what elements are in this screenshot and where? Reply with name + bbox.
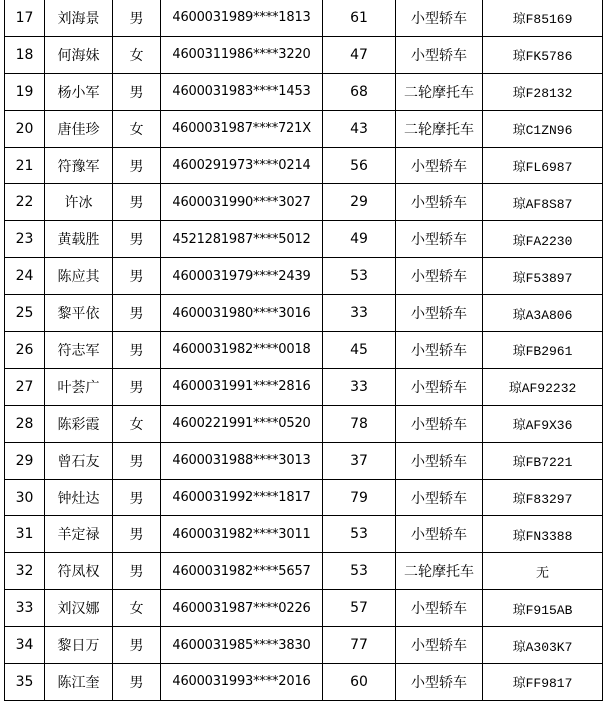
id-number: 4600031979****2439: [161, 258, 323, 295]
table-row: [5, 36, 603, 73]
table-row: [5, 295, 603, 332]
id-number: 4600031990****3027: [161, 184, 323, 221]
table-row: [5, 590, 603, 627]
table-row: [5, 73, 603, 110]
person-name: 刘汉娜: [45, 590, 113, 627]
vehicle-type: 二轮摩托车: [396, 110, 483, 147]
person-name: 叶荟广: [45, 368, 113, 405]
person-name: 黎日万: [45, 627, 113, 664]
person-name: 符豫军: [45, 147, 113, 184]
table-row: [5, 332, 603, 369]
plate-number: 琼AF8S87: [483, 184, 603, 221]
age-cell: 61: [323, 0, 396, 36]
person-name: 刘海景: [45, 0, 113, 36]
age-cell: 37: [323, 442, 396, 479]
vehicle-type: 小型轿车: [396, 368, 483, 405]
vehicle-type: 小型轿车: [396, 479, 483, 516]
row-number: 33: [5, 590, 45, 627]
plate-number: 琼FB2961: [483, 332, 603, 369]
id-number: 4600031987****721X: [161, 110, 323, 147]
gender-cell: 男: [113, 664, 161, 701]
vehicle-type: 小型轿车: [396, 516, 483, 553]
vehicle-type: 小型轿车: [396, 221, 483, 258]
person-name: 符凤权: [45, 553, 113, 590]
row-number: 20: [5, 110, 45, 147]
age-cell: 47: [323, 36, 396, 73]
age-cell: 29: [323, 184, 396, 221]
table-row: [5, 405, 603, 442]
row-number: 17: [5, 0, 45, 36]
age-cell: 79: [323, 479, 396, 516]
age-cell: 49: [323, 221, 396, 258]
age-cell: 56: [323, 147, 396, 184]
id-number: 4600031982****3011: [161, 516, 323, 553]
gender-cell: 男: [113, 295, 161, 332]
id-number: 4600031983****1453: [161, 73, 323, 110]
table-row: [5, 627, 603, 664]
row-number: 35: [5, 664, 45, 701]
person-name: 陈彩霞: [45, 405, 113, 442]
id-number: 4600031993****2016: [161, 664, 323, 701]
plate-number: 琼FK5786: [483, 36, 603, 73]
id-number: 4600031989****1813: [161, 0, 323, 36]
row-number: 28: [5, 405, 45, 442]
plate-number: 琼FL6987: [483, 147, 603, 184]
id-number: 4600031991****2816: [161, 368, 323, 405]
gender-cell: 女: [113, 36, 161, 73]
person-name: 钟灶达: [45, 479, 113, 516]
vehicle-type: 二轮摩托车: [396, 73, 483, 110]
age-cell: 77: [323, 627, 396, 664]
age-cell: 33: [323, 368, 396, 405]
id-number: 4600031982****0018: [161, 332, 323, 369]
table-row: [5, 110, 603, 147]
table-row: [5, 664, 603, 701]
row-number: 21: [5, 147, 45, 184]
person-name: 许冰: [45, 184, 113, 221]
plate-number: 琼AF9X36: [483, 405, 603, 442]
vehicle-type: 小型轿车: [396, 147, 483, 184]
plate-number: 琼A3A806: [483, 295, 603, 332]
person-name: 陈江奎: [45, 664, 113, 701]
plate-number: 琼FF9817: [483, 664, 603, 701]
person-name: 何海妹: [45, 36, 113, 73]
row-number: 31: [5, 516, 45, 553]
vehicle-type: 小型轿车: [396, 664, 483, 701]
id-number: 4600221991****0520: [161, 405, 323, 442]
table-row: [5, 258, 603, 295]
person-name: 杨小军: [45, 73, 113, 110]
id-number: 4600031987****0226: [161, 590, 323, 627]
row-number: 25: [5, 295, 45, 332]
table-row: [5, 147, 603, 184]
person-name: 符志军: [45, 332, 113, 369]
age-cell: 43: [323, 110, 396, 147]
plate-number: 无: [483, 553, 603, 590]
gender-cell: 男: [113, 516, 161, 553]
table-row: [5, 553, 603, 590]
row-number: 19: [5, 73, 45, 110]
gender-cell: 男: [113, 73, 161, 110]
plate-number: 琼C1ZN96: [483, 110, 603, 147]
gender-cell: 男: [113, 442, 161, 479]
person-name: 唐佳珍: [45, 110, 113, 147]
gender-cell: 男: [113, 553, 161, 590]
gender-cell: 女: [113, 405, 161, 442]
id-number: 4600031985****3830: [161, 627, 323, 664]
person-name: 陈应其: [45, 258, 113, 295]
gender-cell: 男: [113, 221, 161, 258]
gender-cell: 男: [113, 368, 161, 405]
gender-cell: 男: [113, 147, 161, 184]
vehicle-type: 小型轿车: [396, 405, 483, 442]
table-row: [5, 368, 603, 405]
vehicle-type: 小型轿车: [396, 0, 483, 36]
age-cell: 45: [323, 332, 396, 369]
row-number: 24: [5, 258, 45, 295]
plate-number: 琼FA2230: [483, 221, 603, 258]
age-cell: 53: [323, 553, 396, 590]
table-row: [5, 221, 603, 258]
gender-cell: 男: [113, 479, 161, 516]
table-row: [5, 479, 603, 516]
age-cell: 53: [323, 516, 396, 553]
age-cell: 53: [323, 258, 396, 295]
id-number: 4600291973****0214: [161, 147, 323, 184]
plate-number: 琼F53897: [483, 258, 603, 295]
gender-cell: 女: [113, 590, 161, 627]
row-number: 23: [5, 221, 45, 258]
vehicle-type: 小型轿车: [396, 36, 483, 73]
plate-number: 琼AF92232: [483, 368, 603, 405]
id-number: 4600311986****3220: [161, 36, 323, 73]
gender-cell: 男: [113, 627, 161, 664]
vehicle-type: 小型轿车: [396, 442, 483, 479]
gender-cell: 女: [113, 110, 161, 147]
plate-number: 琼F85169: [483, 0, 603, 36]
row-number: 22: [5, 184, 45, 221]
gender-cell: 男: [113, 0, 161, 36]
gender-cell: 男: [113, 332, 161, 369]
vehicle-type: 小型轿车: [396, 184, 483, 221]
vehicle-type: 小型轿车: [396, 332, 483, 369]
age-cell: 60: [323, 664, 396, 701]
id-number: 4600031992****1817: [161, 479, 323, 516]
records-table: [4, 0, 603, 701]
vehicle-type: 小型轿车: [396, 590, 483, 627]
gender-cell: 男: [113, 258, 161, 295]
plate-number: 琼F83297: [483, 479, 603, 516]
row-number: 27: [5, 368, 45, 405]
age-cell: 33: [323, 295, 396, 332]
gender-cell: 男: [113, 184, 161, 221]
row-number: 32: [5, 553, 45, 590]
plate-number: 琼FN3388: [483, 516, 603, 553]
plate-number: 琼F28132: [483, 73, 603, 110]
vehicle-type: 小型轿车: [396, 627, 483, 664]
row-number: 18: [5, 36, 45, 73]
person-name: 黎平依: [45, 295, 113, 332]
person-name: 黄载胜: [45, 221, 113, 258]
row-number: 26: [5, 332, 45, 369]
age-cell: 78: [323, 405, 396, 442]
row-number: 34: [5, 627, 45, 664]
table-body: [5, 0, 603, 700]
id-number: 4600031988****3013: [161, 442, 323, 479]
table-row: [5, 0, 603, 36]
age-cell: 68: [323, 73, 396, 110]
id-number: 4600031982****5657: [161, 553, 323, 590]
table-row: [5, 184, 603, 221]
plate-number: 琼F915AB: [483, 590, 603, 627]
row-number: 30: [5, 479, 45, 516]
vehicle-type: 小型轿车: [396, 295, 483, 332]
id-number: 4521281987****5012: [161, 221, 323, 258]
row-number: 29: [5, 442, 45, 479]
person-name: 羊定禄: [45, 516, 113, 553]
age-cell: 57: [323, 590, 396, 627]
person-name: 曾石友: [45, 442, 113, 479]
table-row: [5, 442, 603, 479]
vehicle-type: 二轮摩托车: [396, 553, 483, 590]
table-row: [5, 516, 603, 553]
id-number: 4600031980****3016: [161, 295, 323, 332]
vehicle-type: 小型轿车: [396, 258, 483, 295]
plate-number: 琼FB7221: [483, 442, 603, 479]
plate-number: 琼A303K7: [483, 627, 603, 664]
